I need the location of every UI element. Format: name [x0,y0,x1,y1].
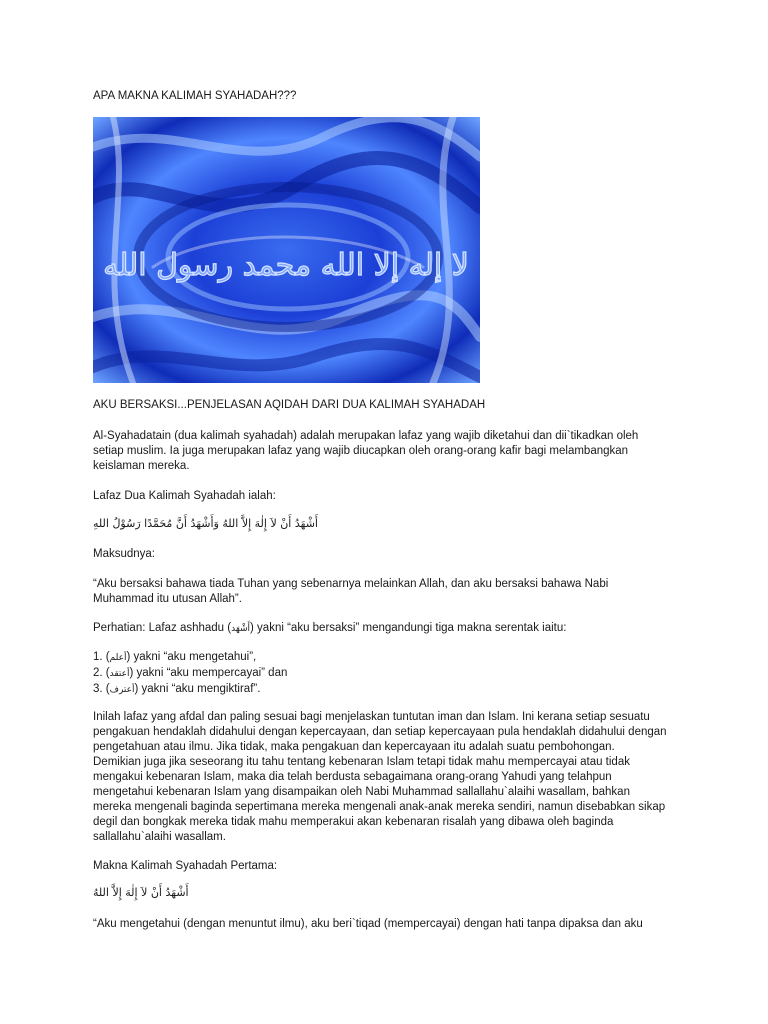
pertama-arabic-text: أَشْهَدُ أَنْ لاَ إِلٰهَ إِلاَّ اللهُ [93,886,189,899]
shahada-banner-image [93,117,480,383]
banner-calligraphy: لا إله إلا الله محمد رسول الله [103,248,469,283]
pertama-arabic [93,885,693,901]
explanation-paragraph: Inilah lafaz yang afdal dan paling sesuai bagi menjelaskan tuntutan iman dan Islam. Ini kerana setiap sesuatu pengakuan hendaklah didahului dengan kepercayaan, dan setiap kepercayaan pula hendaklah didahului dengan pengetahuan atau ilmu. Jika tidak, maka pengakuan dan kepercayaan itu adalah suatu pembohongan. Demikian juga jika seseorang itu tahu tentang kebenaran Islam tetapi tidak mahu mempercayai atau tidak mengakui kebenaran Islam, maka dia telah berdusta sebagaimana orang-orang Yahudi yang telahpun mengetahui kebenaran Islam yang disampaikan oleh Nabi Muhammad sallallahu`alaihi wasallam, bahkan mereka mengenali baginda sepertimana mereka mengenali anak-anak mereka sendiri, namun disebabkan sikap degil dan bongkak mereka tidak mahu memperakui akan kebenaran risalah yang dibawa oleh baginda sallallahu`alaihi wasallam. [93,711,667,843]
intro-paragraph: Al-Syahadatain (dua kalimah syahadah) adalah merupakan lafaz yang wajib diketahui dan dii`tikadkan oleh setiap muslim. Ia juga merupakan lafaz yang wajib diucapkan oleh orang-orang kafir bagi melambangkan keislaman mereka. [93,430,639,472]
pertama-heading: Makna Kalimah Syahadah Pertama: [93,860,278,872]
perhatian-line: Perhatian: Lafaz ashhadu (أَشْهَد) yakni “aku bersaksi” mengandungi tiga makna serentak iaitu: [93,622,567,634]
lafaz-heading: Lafaz Dua Kalimah Syahadah ialah: [93,490,276,502]
section-heading: AKU BERSAKSI...PENJELASAN AQIDAH DARI DUA KALIMAH SYAHADAH [93,399,486,411]
list-item: 3. (أعترف) yakni “aku mengiktiraf”. [93,683,261,695]
maksud-heading: Maksudnya: [93,548,156,560]
meaning-list [93,650,693,698]
list-item: 2. (أعتقد) yakni “aku mempercayai” dan [93,667,288,679]
last-line: “Aku mengetahui (dengan menuntut ilmu), aku beri`tiqad (mempercayai) dengan hati tanpa dipaksa dan aku [93,918,643,930]
page-title: APA MAKNA KALIMAH SYAHADAH??? [93,90,297,102]
list-item: 1. (أعلم) yakni “aku mengetahui”, [93,651,257,663]
lafaz-arabic-text: أَشْهَدُ أَنْ لاَ إِلٰهَ إِلاَّ اللهُ وَأَشْهَدُ أَنَّ مُحَمَّدًا رَسُوْلُ اللهِ [93,517,318,530]
maksud-paragraph: “Aku bersaksi bahawa tiada Tuhan yang sebenarnya melainkan Allah, dan aku bersaksi bahawa Nabi Muhammad itu utusan Allah”. [93,578,609,605]
lafaz-arabic [93,516,693,532]
